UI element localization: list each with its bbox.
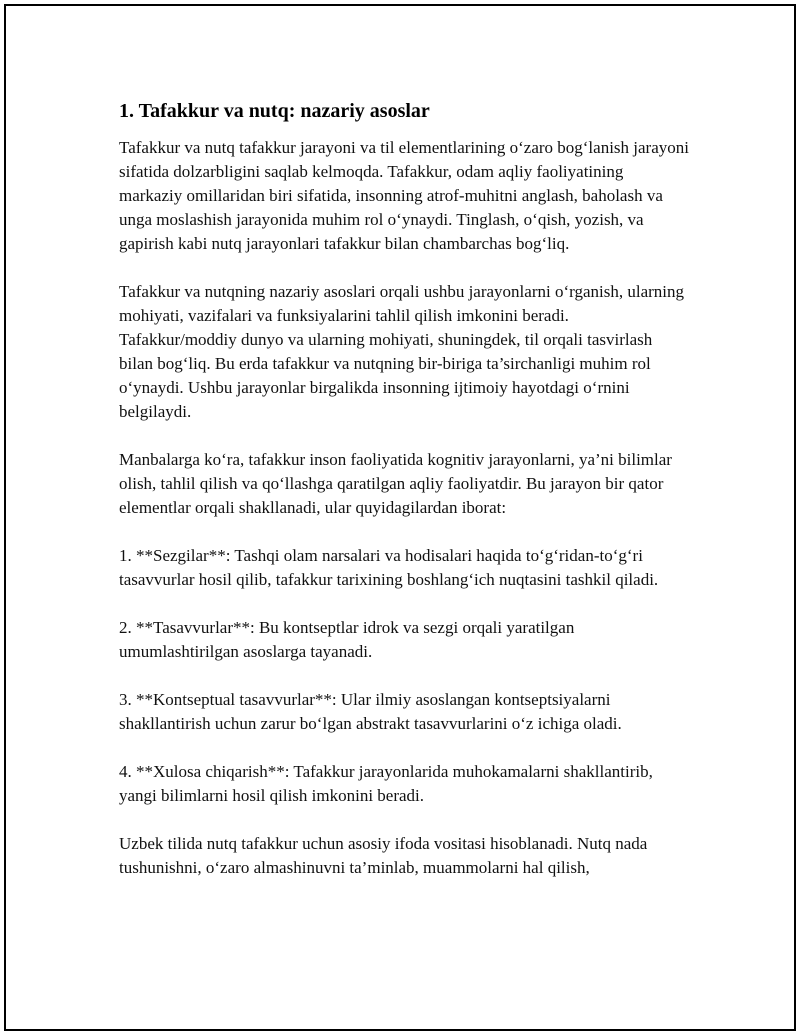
list-item-kontseptual: 3. **Kontseptual tasavvurlar**: Ular ilmiy asoslangan kontseptsiyalarni shakllantirish uchun zarur bo‘lgan abstrakt tasavvurlarini o‘z ichiga oladi. [119,690,622,733]
list-item-xulosa: 4. **Xulosa chiqarish**: Tafakkur jarayonlarida muhokamalarni shakllantirib, yangi bilimlarni hosil qilish imkonini beradi. [119,762,653,805]
document-page [4,4,796,1031]
document-body [119,98,689,904]
paragraph-intro: Tafakkur va nutq tafakkur jarayoni va til elementlarining o‘zaro bog‘lanish jarayoni sifatida dolzarbligini saqlab kelmoqda. Tafakkur, odam aqliy faoliyatining markaziy omillaridan biri sifatida, insonning atrof-muhitni anglash, baholash va unga moslashish jarayonida muhim rol o‘ynaydi. Tinglash, o‘qish, yozish, va gapirish kabi nutq jarayonlari tafakkur bilan chambarchas bog‘liq. [119,138,689,253]
list-item-sezgilar: 1. **Sezgilar**: Tashqi olam narsalari va hodisalari haqida to‘g‘ridan-to‘g‘ri tasavvurlar hosil qilib, tafakkur tarixining boshlang‘ich nuqtasini tashkil qiladi. [119,546,659,589]
section-heading: 1. Tafakkur va nutq: nazariy asoslar [119,100,430,122]
paragraph-sources: Manbalarga ko‘ra, tafakkur inson faoliyatida kognitiv jarayonlarni, ya’ni bilimlar olish, tahlil qilish va qo‘llashga qaratilgan aqliy faoliyatdir. Bu jarayon bir qator elementlar orqali shakllanadi, ular quyidagilardan iborat: [119,450,672,517]
paragraph-uzbek-speech: Uzbek tilida nutq tafakkur uchun asosiy ifoda vositasi hisoblanadi. Nutq nada tushunishni, o‘zaro almashinuvni ta’minlab, muammolarni hal qilish, [119,834,648,877]
list-item-tasavvurlar: 2. **Tasavvurlar**: Bu kontseptlar idrok va sezgi orqali yaratilgan umumlashtirilgan asoslarga tayanadi. [119,618,575,661]
paragraph-theory: Tafakkur va nutqning nazariy asoslari orqali ushbu jarayonlarni o‘rganish, ularning mohiyati, vazifalari va funksiyalarini tahlil qilish imkonini beradi. Tafakkur/moddiy dunyo va ularning mohiyati, shuningdek, til orqali tasvirlash bilan bog‘liq. Bu erda tafakkur va nutqning bir-biriga ta’sirchanligi muhim rol o‘ynaydi. Ushbu jarayonlar birgalikda insonning ijtimoiy hayotdagi o‘rnini belgilaydi. [119,282,685,421]
